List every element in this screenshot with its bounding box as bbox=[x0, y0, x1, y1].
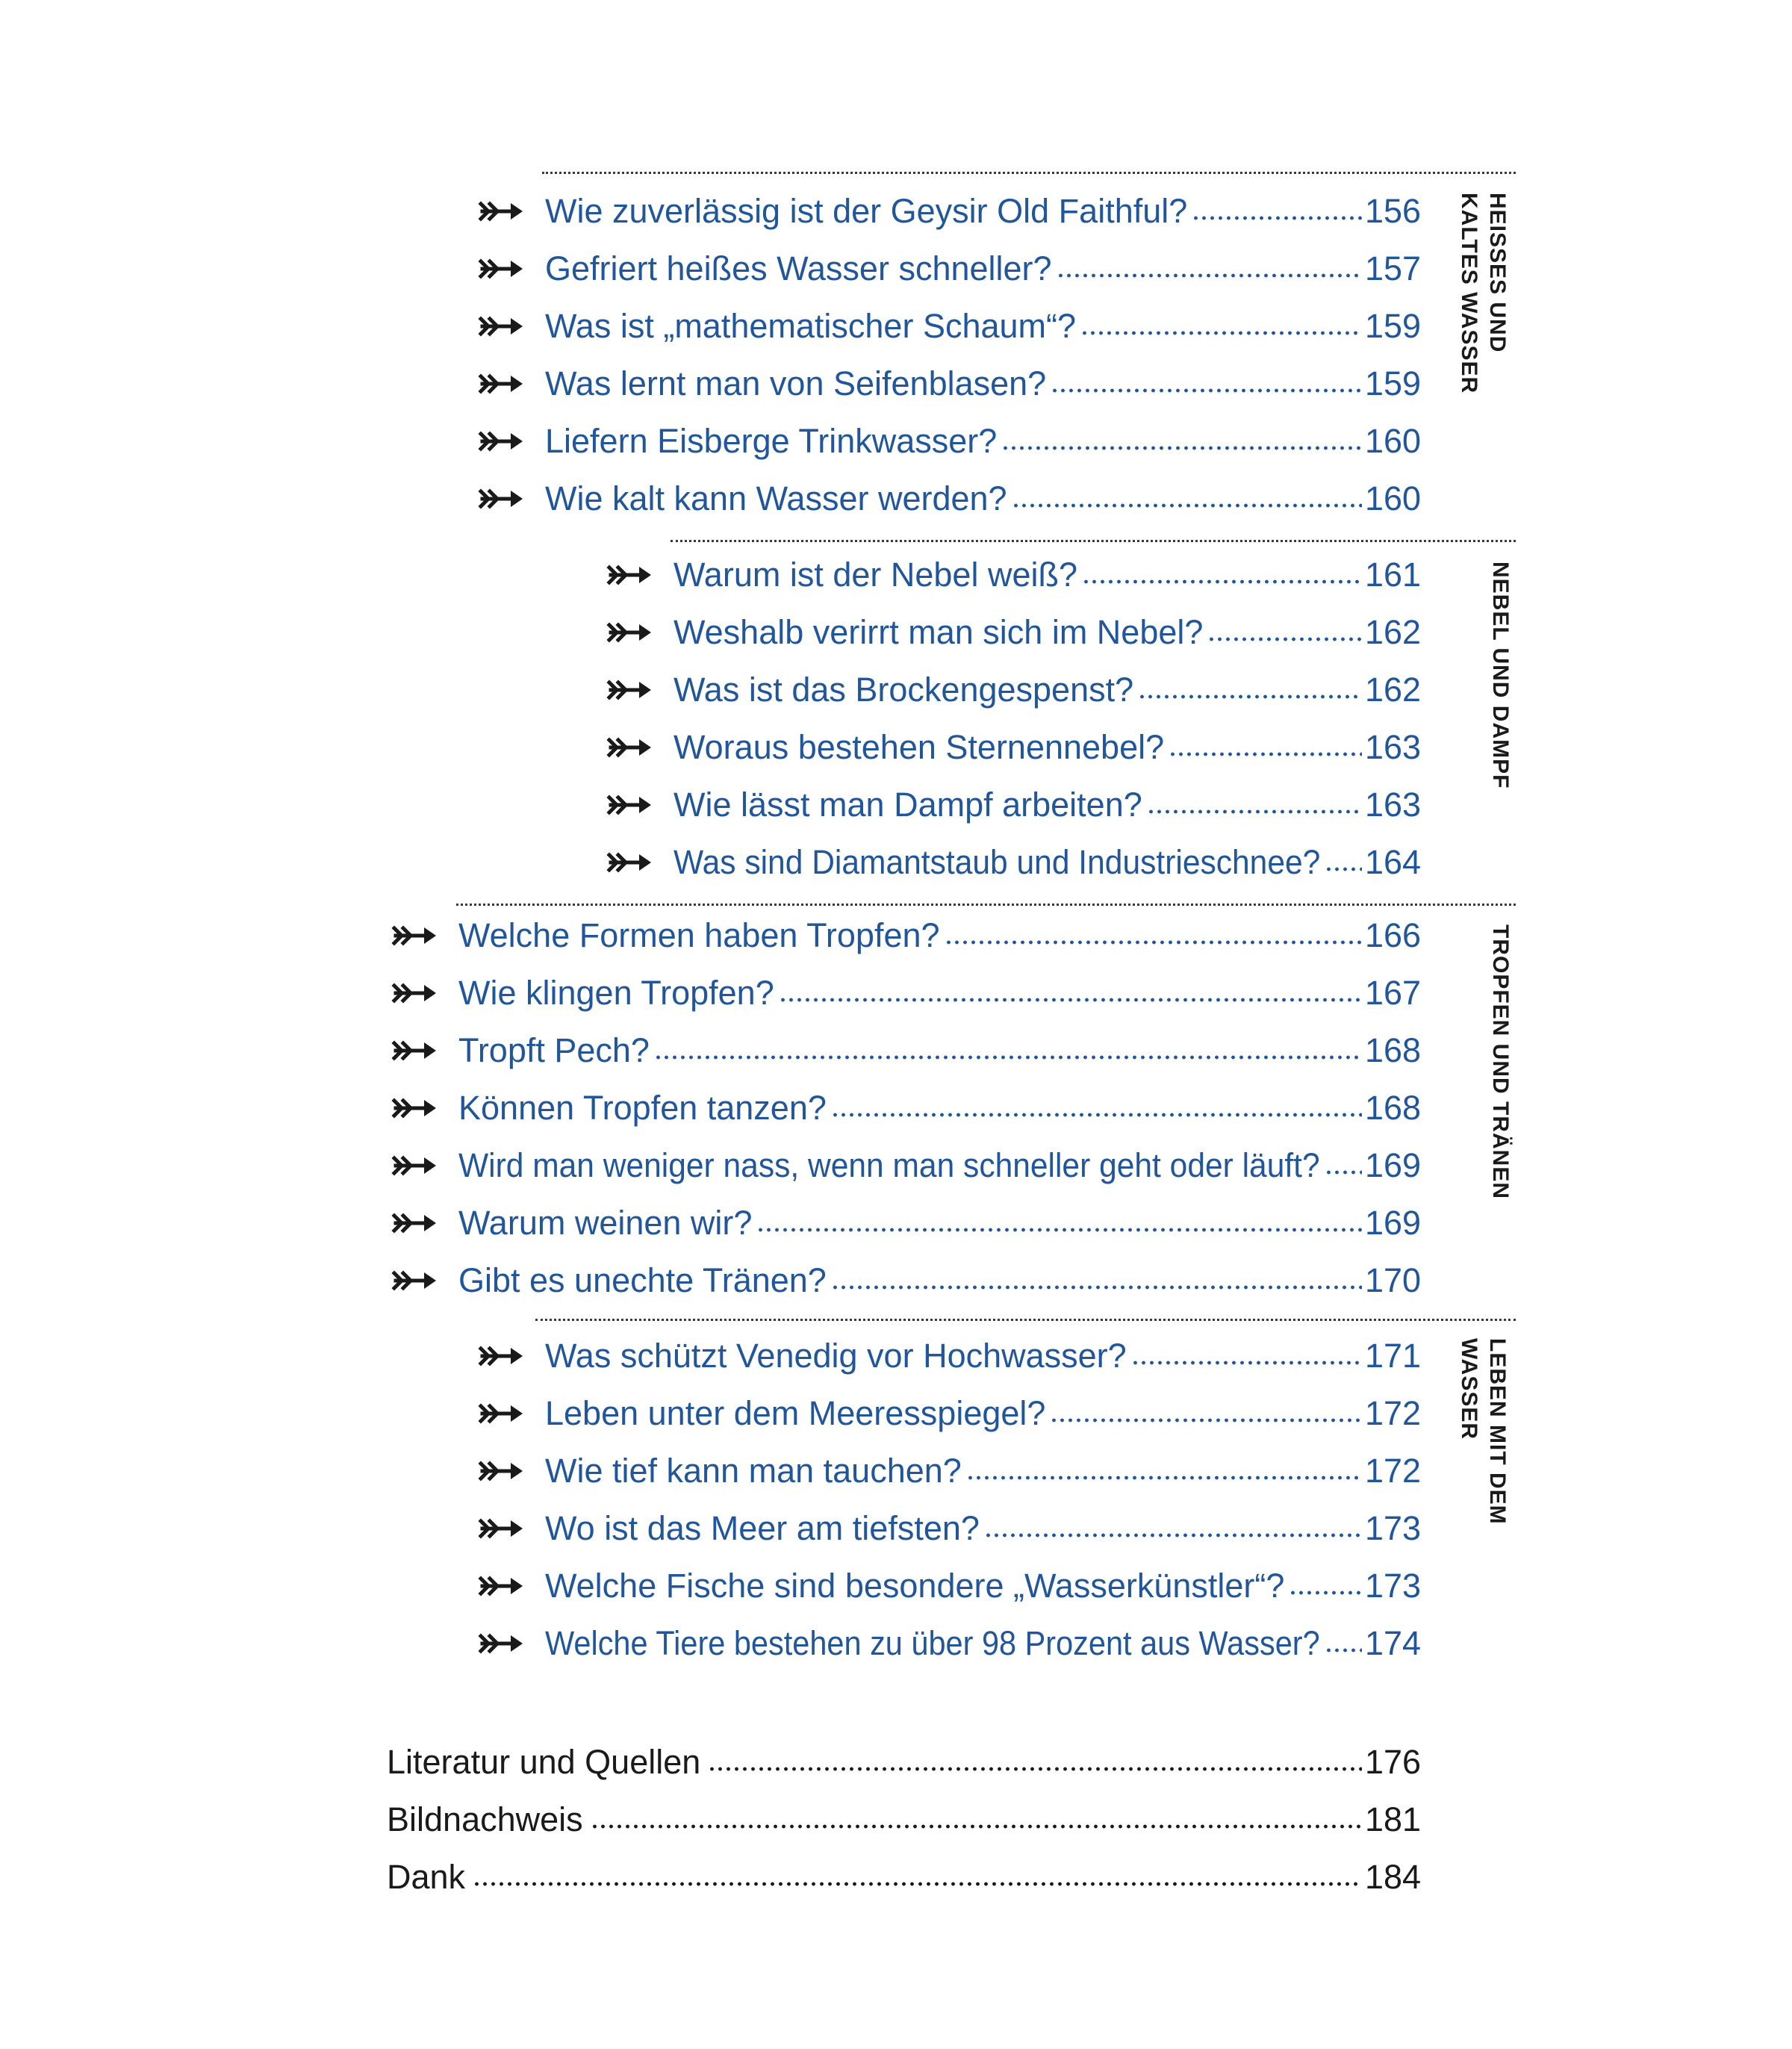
entry-title: Warum ist der Nebel weiß? bbox=[673, 556, 1077, 594]
toc-entry[interactable] bbox=[391, 971, 1420, 1016]
toc-entry[interactable] bbox=[606, 553, 1420, 597]
section-divider bbox=[542, 172, 1516, 174]
entry-title: Warum weinen wir? bbox=[458, 1204, 753, 1242]
entry-title: Was schützt Venedig vor Hochwasser? bbox=[545, 1337, 1127, 1375]
section-entries bbox=[478, 1334, 1420, 1677]
dot-leader bbox=[1325, 864, 1362, 874]
entry-title: Gibt es unechte Tränen? bbox=[458, 1261, 827, 1299]
page-number: 170 bbox=[1365, 1261, 1422, 1299]
toc-entry[interactable] bbox=[478, 189, 1420, 234]
toc-entry[interactable] bbox=[391, 1201, 1420, 1246]
toc-entry[interactable] bbox=[478, 476, 1420, 521]
double-arrow-icon bbox=[391, 978, 441, 1008]
entry-title: Literatur und Quellen bbox=[387, 1743, 701, 1781]
page-number: 176 bbox=[1365, 1743, 1422, 1781]
page-number: 181 bbox=[1365, 1800, 1422, 1838]
dot-leader bbox=[591, 1821, 1362, 1832]
page-number: 161 bbox=[1365, 556, 1422, 594]
section-entries bbox=[606, 553, 1420, 896]
section-label bbox=[1486, 562, 1514, 789]
dot-leader bbox=[708, 1764, 1362, 1774]
section-divider bbox=[671, 540, 1516, 542]
entry-title: Was lernt man von Seifenblasen? bbox=[545, 364, 1047, 402]
toc-entry[interactable] bbox=[606, 783, 1420, 827]
page-number: 174 bbox=[1365, 1624, 1422, 1662]
double-arrow-icon bbox=[478, 1399, 527, 1428]
back-matter-entry[interactable] bbox=[387, 1855, 1420, 1900]
page-number: 156 bbox=[1365, 192, 1422, 230]
dot-leader bbox=[1138, 691, 1362, 702]
toc-entry[interactable] bbox=[478, 1506, 1420, 1551]
double-arrow-icon bbox=[606, 733, 656, 762]
entry-title: Wird man weniger nass, wenn man schneller geht oder läuft? bbox=[458, 1146, 1320, 1184]
double-arrow-icon bbox=[478, 484, 527, 514]
back-matter bbox=[387, 1740, 1420, 1919]
entry-title: Wie tief kann man tauchen? bbox=[545, 1452, 962, 1490]
toc-entry[interactable] bbox=[478, 1564, 1420, 1608]
dot-leader bbox=[831, 1282, 1362, 1293]
page-number: 163 bbox=[1365, 728, 1422, 766]
entry-title: Können Tropfen tanzen? bbox=[458, 1089, 827, 1127]
dot-leader bbox=[779, 995, 1362, 1005]
page-number: 162 bbox=[1365, 613, 1422, 651]
entry-title: Wie lässt man Dampf arbeiten? bbox=[673, 786, 1142, 824]
dot-leader bbox=[1325, 1645, 1362, 1655]
page-number: 159 bbox=[1365, 364, 1422, 402]
double-arrow-icon bbox=[391, 1266, 441, 1296]
toc-entry[interactable] bbox=[478, 1391, 1420, 1436]
toc-entry[interactable] bbox=[391, 1086, 1420, 1131]
page-number: 184 bbox=[1365, 1858, 1422, 1896]
double-arrow-icon bbox=[478, 426, 527, 456]
page-number: 163 bbox=[1365, 786, 1422, 824]
double-arrow-icon bbox=[478, 1514, 527, 1543]
double-arrow-icon bbox=[391, 1093, 441, 1123]
page-number: 162 bbox=[1365, 671, 1422, 709]
dot-leader bbox=[1169, 749, 1362, 759]
page-number: 167 bbox=[1365, 974, 1422, 1012]
section-divider bbox=[535, 1319, 1516, 1321]
back-matter-entry[interactable] bbox=[387, 1797, 1420, 1842]
double-arrow-icon bbox=[391, 921, 441, 951]
page-number: 172 bbox=[1365, 1394, 1422, 1432]
page-number: 168 bbox=[1365, 1031, 1422, 1069]
toc-entry[interactable] bbox=[606, 668, 1420, 712]
dot-leader bbox=[1131, 1358, 1362, 1368]
entry-title: Was sind Diamantstaub und Industrieschnee? bbox=[673, 843, 1321, 881]
dot-leader bbox=[1082, 576, 1362, 587]
section-label bbox=[1455, 1338, 1511, 1525]
section-label bbox=[1455, 193, 1511, 394]
page-number: 173 bbox=[1365, 1509, 1422, 1547]
double-arrow-icon bbox=[478, 369, 527, 399]
section-label-line: LEBEN MIT DEM bbox=[1485, 1338, 1510, 1525]
dot-leader bbox=[1207, 634, 1362, 644]
entry-title: Wo ist das Meer am tiefsten? bbox=[545, 1509, 980, 1547]
entry-title: Liefern Eisberge Trinkwasser? bbox=[545, 422, 998, 460]
toc-entry[interactable] bbox=[478, 361, 1420, 406]
page-number: 164 bbox=[1365, 843, 1422, 881]
entry-title: Dank bbox=[387, 1858, 466, 1896]
dot-leader bbox=[1192, 213, 1362, 223]
dot-leader bbox=[473, 1879, 1362, 1889]
toc-entry[interactable] bbox=[606, 840, 1420, 885]
dot-leader bbox=[1012, 500, 1362, 511]
double-arrow-icon bbox=[478, 1571, 527, 1601]
entry-title: Welche Fische sind besondere „Wasserkünstler“? bbox=[545, 1567, 1285, 1605]
double-arrow-icon bbox=[606, 848, 656, 877]
double-arrow-icon bbox=[478, 254, 527, 284]
dot-leader bbox=[1080, 328, 1362, 338]
double-arrow-icon bbox=[478, 196, 527, 226]
dot-leader bbox=[1325, 1167, 1362, 1178]
double-arrow-icon bbox=[478, 1629, 527, 1658]
toc-entry[interactable] bbox=[478, 419, 1420, 464]
toc-entry[interactable] bbox=[478, 1621, 1420, 1666]
entry-title: Welche Tiere bestehen zu über 98 Prozent aus Wasser? bbox=[545, 1624, 1320, 1662]
section-label-line: NEBEL UND DAMPF bbox=[1488, 562, 1513, 789]
dot-leader bbox=[1147, 806, 1362, 817]
dot-leader bbox=[654, 1052, 1362, 1063]
dot-leader bbox=[831, 1110, 1362, 1120]
double-arrow-icon bbox=[391, 1036, 441, 1066]
page-number: 157 bbox=[1365, 249, 1422, 287]
section-label bbox=[1486, 924, 1514, 1199]
toc-entry[interactable] bbox=[391, 1258, 1420, 1303]
dot-leader bbox=[1001, 443, 1362, 453]
page-number: 166 bbox=[1365, 916, 1422, 954]
double-arrow-icon bbox=[606, 560, 656, 590]
toc-entry[interactable] bbox=[478, 304, 1420, 349]
entry-title: Was ist das Brockengespenst? bbox=[673, 671, 1134, 709]
toc-entry[interactable] bbox=[606, 610, 1420, 655]
page-number: 160 bbox=[1365, 422, 1422, 460]
section-label-line: WASSER bbox=[1457, 1338, 1481, 1440]
entry-title: Bildnachweis bbox=[387, 1800, 583, 1838]
toc-entry[interactable] bbox=[391, 1028, 1420, 1073]
page-number: 172 bbox=[1365, 1452, 1422, 1490]
toc-entry[interactable] bbox=[478, 246, 1420, 291]
double-arrow-icon bbox=[606, 675, 656, 705]
page-number: 173 bbox=[1365, 1567, 1422, 1605]
entry-title: Weshalb verirrt man sich im Nebel? bbox=[673, 613, 1204, 651]
toc-entry[interactable] bbox=[391, 913, 1420, 958]
section-label-line: KALTES WASSER bbox=[1457, 193, 1481, 394]
entry-title: Leben unter dem Meeresspiegel? bbox=[545, 1394, 1046, 1432]
double-arrow-icon bbox=[606, 790, 656, 820]
page-number: 159 bbox=[1365, 307, 1422, 345]
entry-title: Wie klingen Tropfen? bbox=[458, 974, 774, 1012]
entry-title: Was ist „mathematischer Schaum“? bbox=[545, 307, 1077, 345]
double-arrow-icon bbox=[478, 1341, 527, 1371]
double-arrow-icon bbox=[478, 1456, 527, 1486]
section-entries bbox=[391, 913, 1420, 1316]
dot-leader bbox=[1050, 1415, 1362, 1425]
entry-title: Wie zuverlässig ist der Geysir Old Faithful? bbox=[545, 192, 1188, 230]
back-matter-entry[interactable] bbox=[387, 1740, 1420, 1785]
page-number: 160 bbox=[1365, 479, 1422, 517]
page-number: 168 bbox=[1365, 1089, 1422, 1127]
toc-entry[interactable] bbox=[391, 1143, 1420, 1188]
dot-leader bbox=[1289, 1588, 1362, 1598]
entry-title: Woraus bestehen Sternennebel? bbox=[673, 728, 1165, 766]
dot-leader bbox=[1057, 270, 1362, 281]
section-entries bbox=[478, 189, 1420, 532]
dot-leader bbox=[966, 1473, 1362, 1483]
section-label-line: TROPFEN UND TRÄNEN bbox=[1488, 924, 1513, 1199]
entry-title: Welche Formen haben Tropfen? bbox=[458, 916, 940, 954]
page-number: 171 bbox=[1365, 1337, 1422, 1375]
page-number: 169 bbox=[1365, 1204, 1422, 1242]
toc-entry[interactable] bbox=[606, 725, 1420, 770]
dot-leader bbox=[945, 937, 1362, 948]
double-arrow-icon bbox=[606, 618, 656, 647]
dot-leader bbox=[984, 1530, 1362, 1540]
dot-leader bbox=[756, 1225, 1362, 1235]
double-arrow-icon bbox=[391, 1151, 441, 1181]
page-number: 169 bbox=[1365, 1146, 1422, 1184]
toc-entry[interactable] bbox=[478, 1449, 1420, 1493]
toc-entry[interactable] bbox=[478, 1334, 1420, 1378]
entry-title: Wie kalt kann Wasser werden? bbox=[545, 479, 1007, 517]
entry-title: Tropft Pech? bbox=[458, 1031, 650, 1069]
section-divider bbox=[456, 904, 1516, 906]
double-arrow-icon bbox=[391, 1208, 441, 1238]
section-label-line: HEISSES UND bbox=[1485, 193, 1510, 353]
double-arrow-icon bbox=[478, 311, 527, 341]
entry-title: Gefriert heißes Wasser schneller? bbox=[545, 249, 1052, 287]
dot-leader bbox=[1051, 385, 1362, 396]
